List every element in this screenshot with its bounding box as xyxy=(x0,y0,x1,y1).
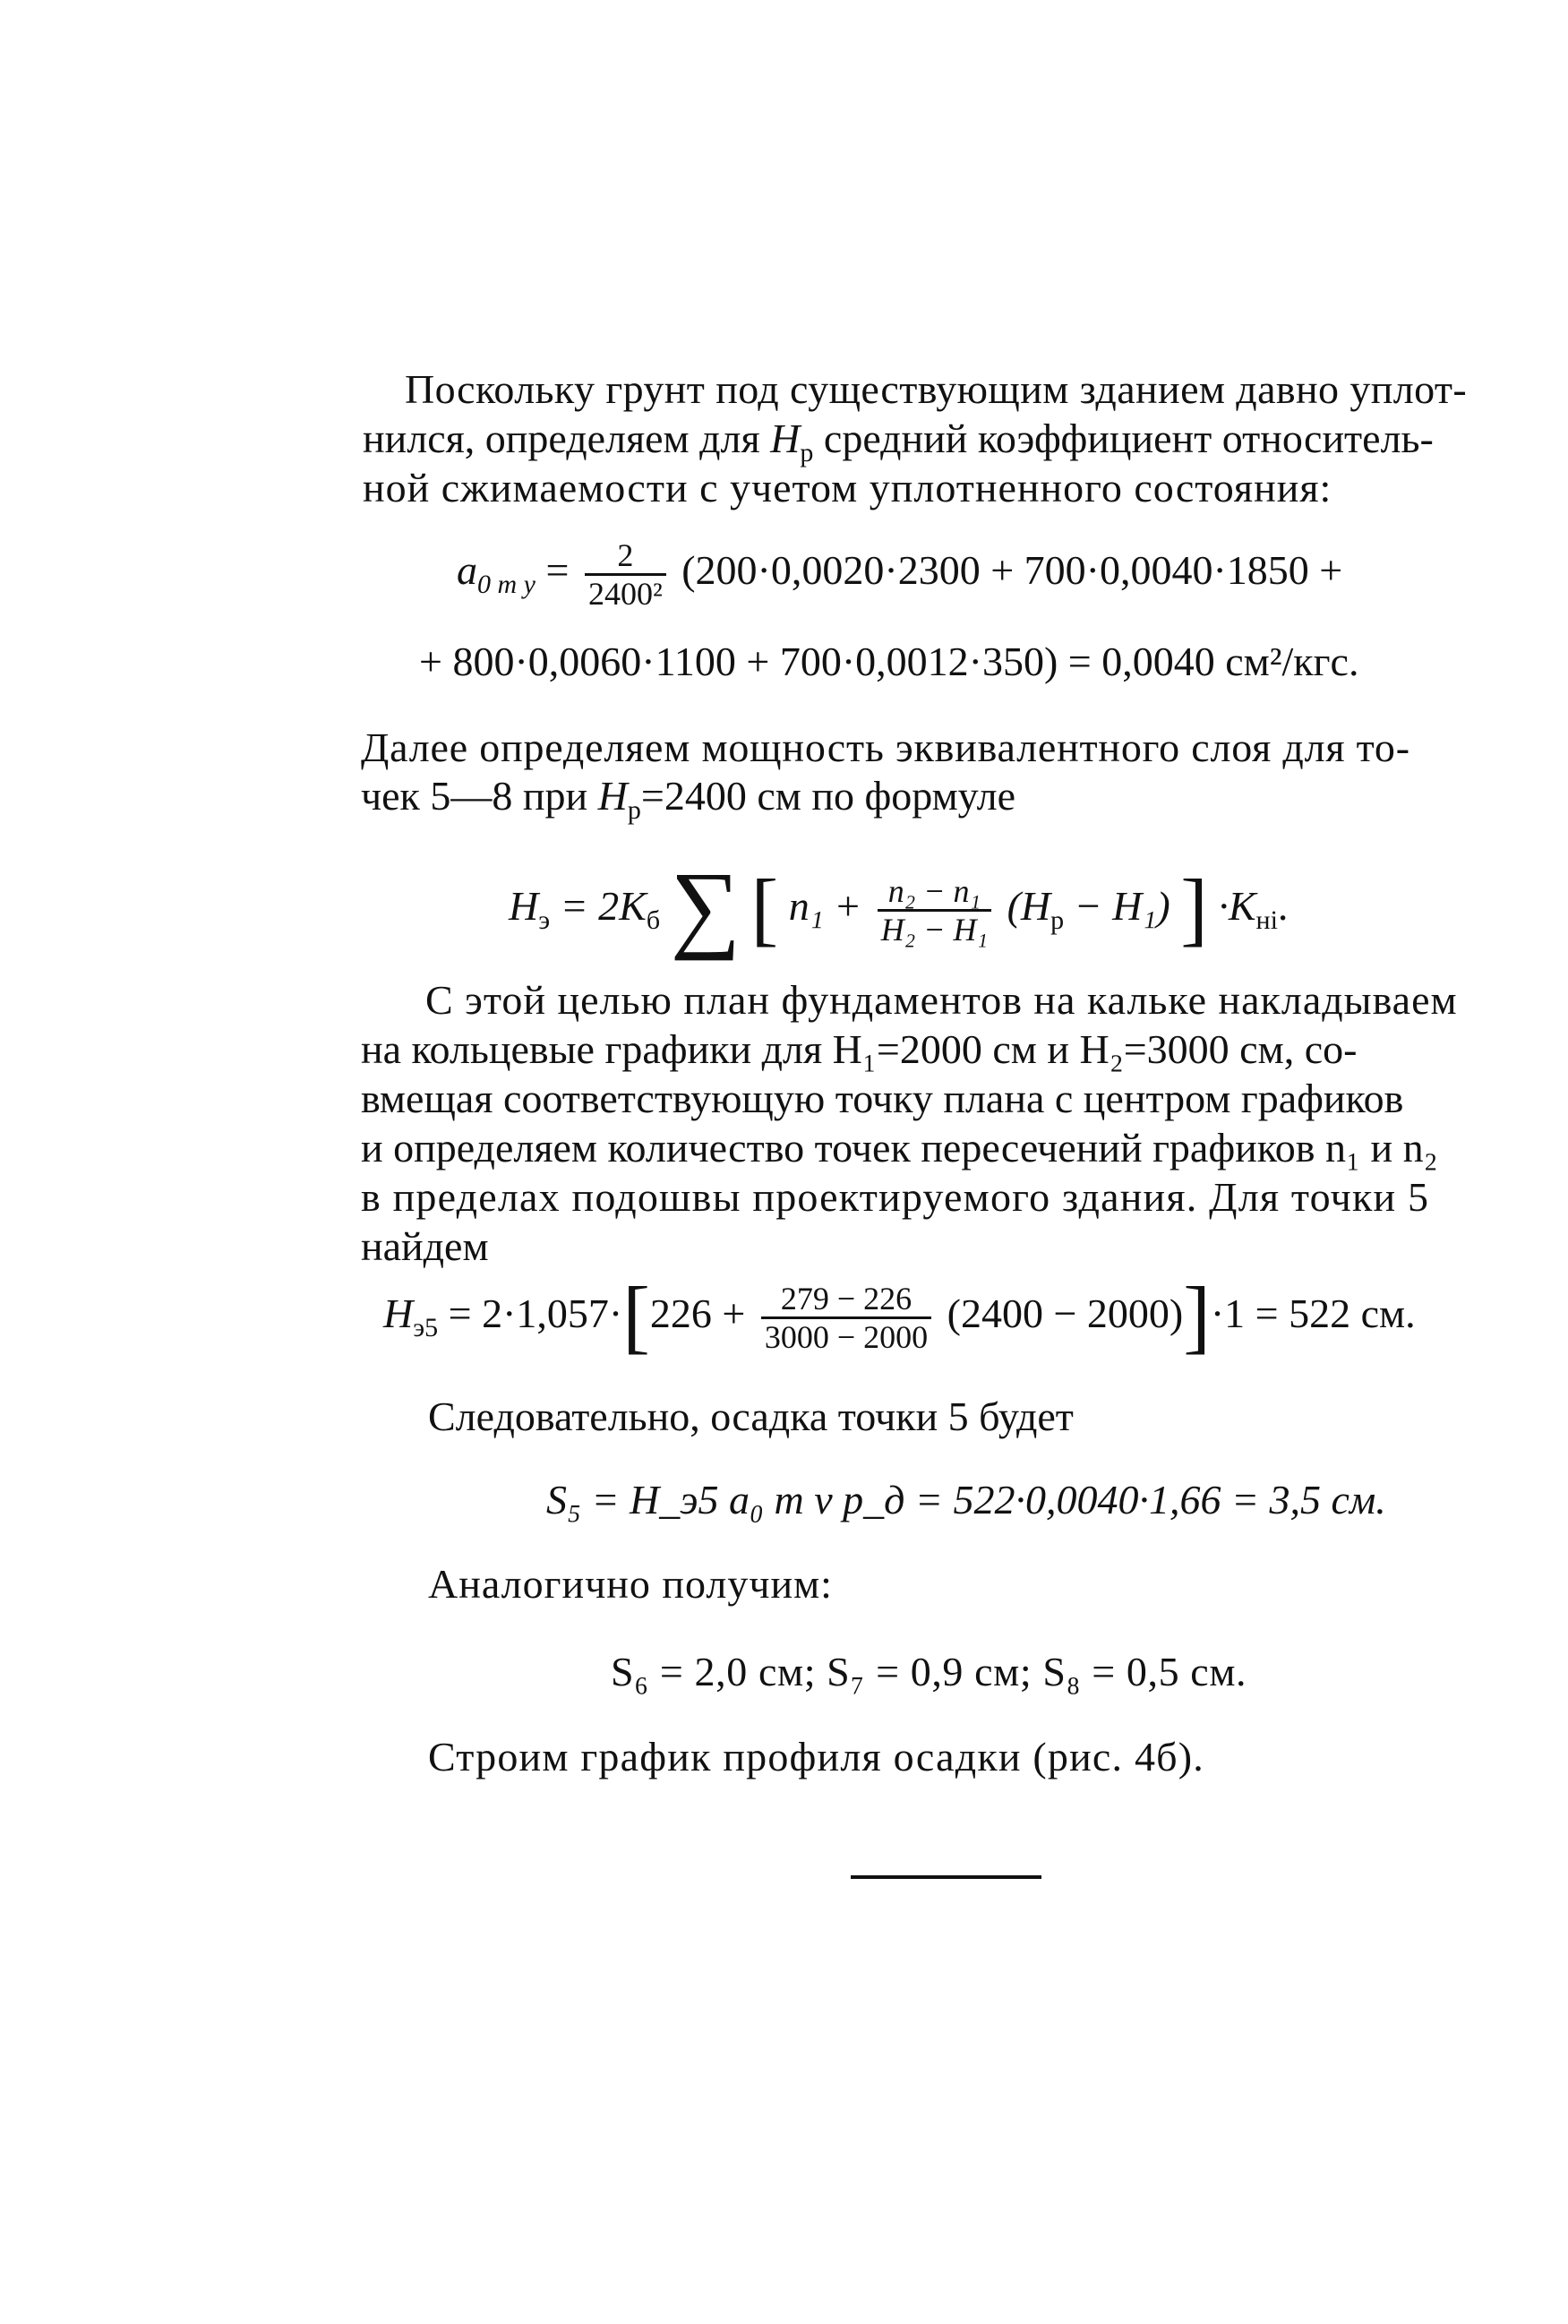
para3-line3 xyxy=(361,1075,1403,1122)
para6-line1-text: Строим график профиля осадки (рис. 4б). xyxy=(428,1734,1204,1779)
eq2-end: . xyxy=(1277,883,1289,930)
para4-line1 xyxy=(428,1393,1074,1440)
right-bracket: ] xyxy=(1183,1270,1211,1362)
eq3-part1: = 2·1,057· xyxy=(448,1291,623,1337)
eq2-tail2: − H₁) xyxy=(1074,883,1170,930)
para2-line2-a: чек 5—8 при xyxy=(361,773,588,819)
eq3-frac-num: 279 − 226 xyxy=(761,1281,931,1319)
var-H: H xyxy=(597,773,628,819)
para1-line1-text: Поскольку грунт под существующим зданием давно уплот- xyxy=(405,366,1468,412)
para3-line6-text: найдем xyxy=(361,1223,489,1269)
eq2-tail-sub: р xyxy=(1050,905,1065,936)
eq2-lhs: H xyxy=(509,883,539,930)
para5-line1-text: Аналогично получим: xyxy=(428,1561,833,1607)
eq3-part2: 226 + xyxy=(649,1291,746,1337)
eq1-lhs-sub: 0 m у xyxy=(477,570,536,600)
eq1-body-line1: (200·0,0020·2300 + 700·0,0040·1850 + xyxy=(681,547,1343,594)
para1-line1 xyxy=(405,365,1467,413)
equation-5 xyxy=(611,1648,1247,1695)
equation-1-line1: $a_{0 m у}$ = $\frac{2}{\text{2400²}}$ (200·0,0020·2300 + 700·0,0040·1850 + xyxy=(457,537,1343,612)
para1-line2 xyxy=(363,415,1434,468)
eq4-text: S₅ = H_э5 a₀ m v p_д = 522·0,0040·1,66 = 3,5 см. xyxy=(546,1477,1386,1522)
para1-line2-b: средний коэффициент относитель- xyxy=(823,416,1434,461)
eq2-k: ·K xyxy=(1218,883,1256,930)
para3-line2-text: на кольцевые графики для H₁=2000 см и H₂=3000 см, со- xyxy=(361,1026,1358,1072)
eq2-n1: n₁ + xyxy=(788,883,862,930)
right-bracket: ] xyxy=(1180,862,1208,955)
eq1-frac-den: 2400² xyxy=(587,576,663,612)
eq2-k-sub: ні xyxy=(1255,905,1278,936)
var-H-sub: р xyxy=(800,438,814,467)
eq1-fraction xyxy=(585,537,666,612)
para4-line1-text: Следовательно, осадка точки 5 будет xyxy=(428,1394,1074,1439)
para3-line4 xyxy=(361,1124,1438,1171)
equation-3 xyxy=(383,1270,1416,1362)
var-H: H xyxy=(770,416,801,461)
eq2-lhs-sub: э xyxy=(538,905,551,936)
eq5-text: S₆ = 2,0 см; S₇ = 0,9 см; S₈ = 0,5 см. xyxy=(611,1649,1247,1694)
para1-line2-a: нился, определяем для xyxy=(363,416,760,461)
eq3-part4: ·1 = 522 см. xyxy=(1210,1291,1416,1337)
para2-line1-text: Далее определяем мощность эквивалентного слоя для то- xyxy=(361,725,1410,770)
para2-line2 xyxy=(361,772,1015,826)
para3-line5-text: в пределах подошвы проектируемого здания. Для точки 5 xyxy=(361,1174,1430,1220)
para1-line3 xyxy=(363,464,1332,511)
left-bracket: [ xyxy=(750,862,779,955)
para3-line5 xyxy=(361,1173,1429,1221)
eq2-frac-num: n₂ − n₁ xyxy=(878,873,991,912)
eq3-part3: (2400 − 2000) xyxy=(947,1291,1184,1337)
eq2-coef-sub: б xyxy=(646,905,661,936)
eq2-coef: = 2K xyxy=(560,883,647,930)
equation-4 xyxy=(546,1476,1386,1523)
eq3-lhs-sub: э5 xyxy=(413,1313,439,1343)
equation-1-line2 xyxy=(419,638,1358,685)
para3-line2 xyxy=(361,1025,1357,1073)
sum-symbol: ∑ xyxy=(670,852,741,962)
equation-2 xyxy=(509,852,1289,962)
para1-line3-text: ной сжимаемости с учетом уплотненного состояния: xyxy=(363,465,1332,510)
para3-line6 xyxy=(361,1222,489,1270)
para3-line1-text: С этой целью план фундаментов на кальке накладываем xyxy=(425,977,1458,1023)
para3-line4-text: и определяем количество точек пересечений графиков n₁ и n₂ xyxy=(361,1125,1438,1171)
para3-line3-text: вмещая соответствующую точку плана с центром графиков xyxy=(361,1076,1404,1121)
para2-line1 xyxy=(361,724,1410,771)
eq1-body-line2: + 800·0,0060·1100 + 700·0,0012·350) = 0,0040 см²/кгс. xyxy=(419,639,1359,684)
para3-line1 xyxy=(425,976,1458,1024)
para5-line1 xyxy=(428,1560,833,1608)
eq3-fraction xyxy=(761,1281,931,1355)
eq2-frac-den: H₂ − H₁ xyxy=(880,912,989,948)
eq2-fraction xyxy=(878,873,991,948)
eq1-lhs: a xyxy=(457,547,477,594)
eq2-tail: (H xyxy=(1007,883,1051,930)
section-end-rule xyxy=(851,1875,1041,1879)
eq1-frac-num: 2 xyxy=(585,537,666,576)
para6-line1 xyxy=(428,1733,1204,1780)
eq3-lhs: H xyxy=(383,1291,414,1337)
var-H-sub: р xyxy=(627,795,641,825)
eq3-frac-den: 3000 − 2000 xyxy=(764,1319,929,1355)
para2-line2-b: =2400 см по формуле xyxy=(640,773,1016,819)
left-bracket: [ xyxy=(622,1270,650,1362)
